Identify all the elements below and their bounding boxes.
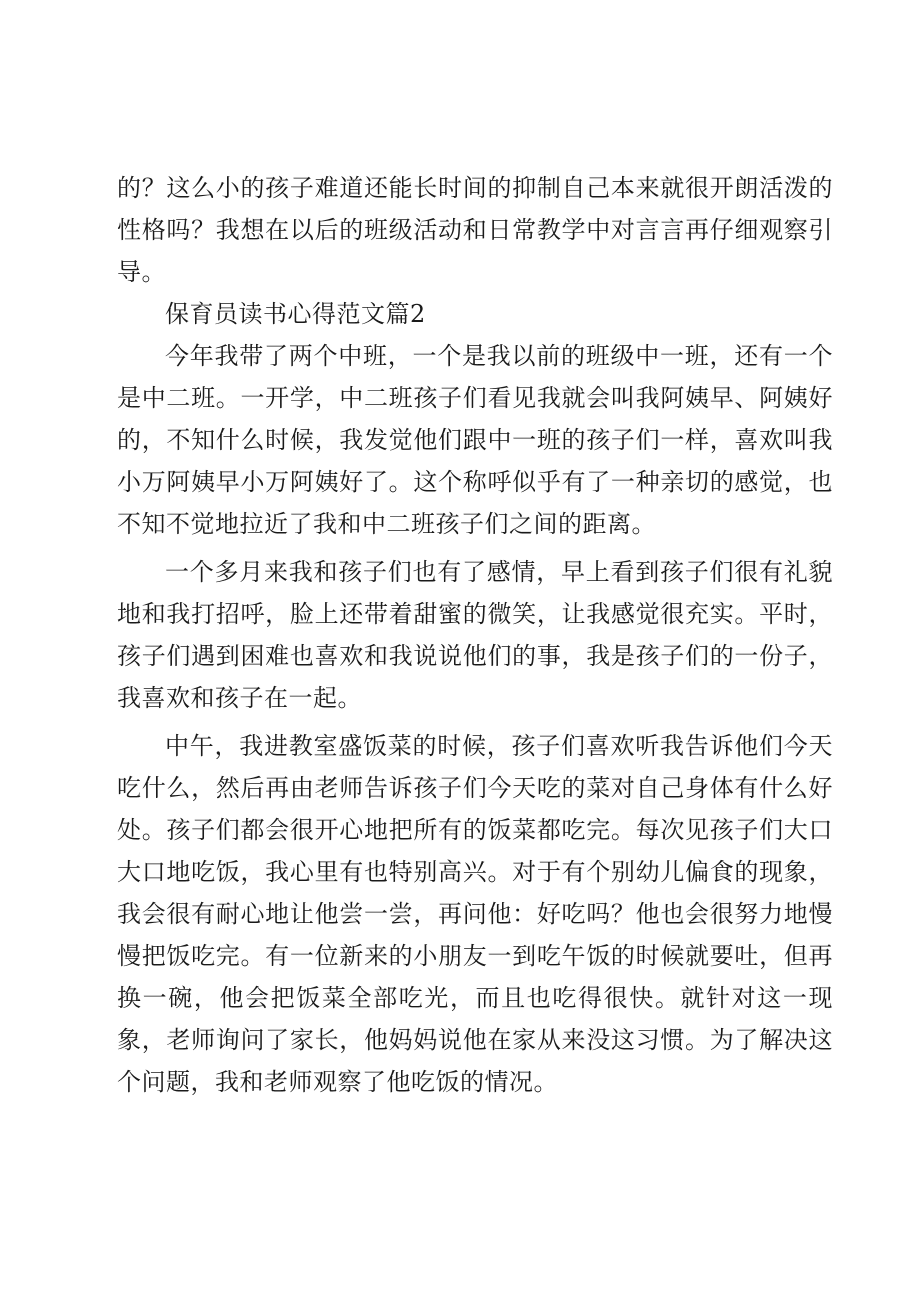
document-body [117, 167, 833, 1103]
section-title: 保育员读书心得范文篇2 [165, 300, 426, 328]
continued-paragraph: 的？这么小的孩子难道还能长时间的抑制自己本来就很开朗活泼的性格吗？我想在以后的班级活动和日常教学中对言言再仔细观察引导。 [117, 174, 833, 286]
paragraph-1: 今年我带了两个中班，一个是我以前的班级中一班，还有一个是中二班。一开学，中二班孩子们看见我就会叫我阿姨早、阿姨好的，不知什么时候，我发觉他们跟中一班的孩子们一样，喜欢叫我小万阿姨早小万阿姨好了。这个称呼似乎有了一种亲切的感觉，也不知不觉地拉近了我和中二班孩子们之间的距离。 [117, 342, 833, 538]
paragraph-3: 中午，我进教室盛饭菜的时候，孩子们喜欢听我告诉他们今天吃什么，然后再由老师告诉孩子们今天吃的菜对自己身体有什么好处。孩子们都会很开心地把所有的饭菜都吃完。每次见孩子们大口大口地吃饭，我心里有也特别高兴。对于有个别幼儿偏食的现象，我会很有耐心地让他尝一尝，再问他：好吃吗？他也会很努力地慢慢把饭吃完。有一位新来的小朋友一到吃午饭的时候就要吐，但再换一碗，他会把饭菜全部吃光，而且也吃得很快。就针对这一现象，老师询问了家长，他妈妈说他在家从来没这习惯。为了解决这个问题，我和老师观察了他吃饭的情况。 [117, 732, 833, 1096]
paragraph-2: 一个多月来我和孩子们也有了感情，早上看到孩子们很有礼貌地和我打招呼，脸上还带着甜蜜的微笑，让我感觉很充实。平时，孩子们遇到困难也喜欢和我说说他们的事，我是孩子们的一份子，我喜欢和孩子在一起。 [117, 558, 833, 712]
